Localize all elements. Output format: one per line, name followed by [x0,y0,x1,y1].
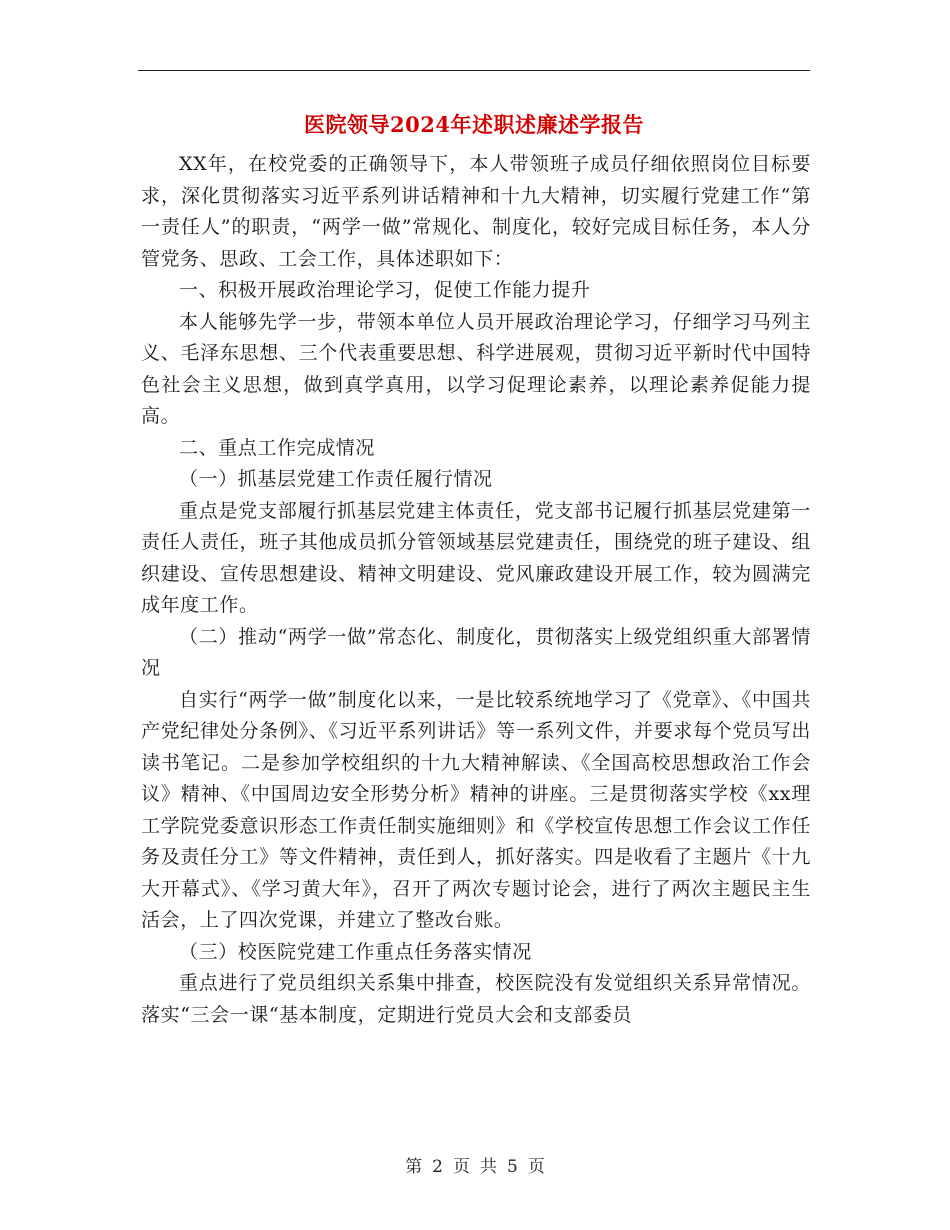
paragraph-hospital-tasks: 重点进行了党员组织关系集中排查，校医院没有发觉组织关系异常情况。落实“三会一课“基本制度，定期进行党员大会和支部委员 [141,972,811,1026]
paragraph-intro: XX年，在校党委的正确领导下，本人带领班子成员仔细依照岗位目标要求，深化贯彻落实习近平系列讲话精神和十九大精神，切实履行党建工作“第一责任人”的职责，“两学一做”常规化、制度化，较好完成目标任务，本人分管党务、思政、工会工作，具体述职如下： [141,153,811,270]
footer-total-prefix: 共 [480,1157,497,1177]
footer-total-suffix: 页 [527,1157,545,1177]
section-heading-2: 二、重点工作完成情况 [179,436,376,459]
subsection-heading-1: （一）抓基层党建工作责任履行情况 [179,468,493,490]
subsection-heading-2: （二）推动“两学一做”常态化、制度化，贯彻落实上级党组织重大部署情况 [141,625,811,679]
footer-total-pages: 5 [507,1157,518,1177]
page-footer [0,1152,950,1177]
footer-current-page: 2 [432,1157,443,1177]
paragraph-two-studies: 自实行“两学一做”制度化以来，一是比较系统地学习了《党章》、《中国共产党纪律处分条例》、《习近平系列讲话》等一系列文件，并要求每个党员写出读书笔记。二是参加学校组织的十九大精神解读、《全国高校思想政治工作会议》精神、《中国周边安全形势分析》精神的讲座。三是贯彻落实学校《xx理工学院党委意识形态工作责任制实施细则》和《学校宣传思想工作会议工作任务及责任分工》等文件精神，责任到人，抓好落实。四是收看了主题片《十九大开幕式》、《学习黄大年》，召开了两次专题讨论会，进行了两次主题民主生活会，上了四次党课，并建立了整改台账。 [141,688,811,931]
document-body [141,149,811,1031]
paragraph-party-building: 重点是党支部履行抓基层党建主体责任，党支部书记履行抓基层党建第一责任人责任，班子其他成员抓分管领域基层党建责任，围绕党的班子建设、组织建设、宣传思想建设、精神文明建设、党风廉政建设开展工作，较为圆满完成年度工作。 [141,499,811,616]
footer-prefix: 第 [405,1157,423,1177]
footer-page-word: 页 [453,1157,470,1177]
header-rule [138,70,810,71]
subsection-heading-3: （三）校医院党建工作重点任务落实情况 [179,940,532,963]
document-title: 医院领导2024年述职述廉述学报告 [304,112,644,137]
paragraph-study: 本人能够先学一步，带领本单位人员开展政治理论学习，仔细学习马列主义、毛泽东思想、三个代表重要思想、科学进展观，贯彻习近平新时代中国特色社会主义思想，做到真学真用，以学习促理论素养，以理论素养促能力提高。 [141,310,811,427]
section-heading-1: 一、积极开展政治理论学习，促使工作能力提升 [179,279,591,301]
